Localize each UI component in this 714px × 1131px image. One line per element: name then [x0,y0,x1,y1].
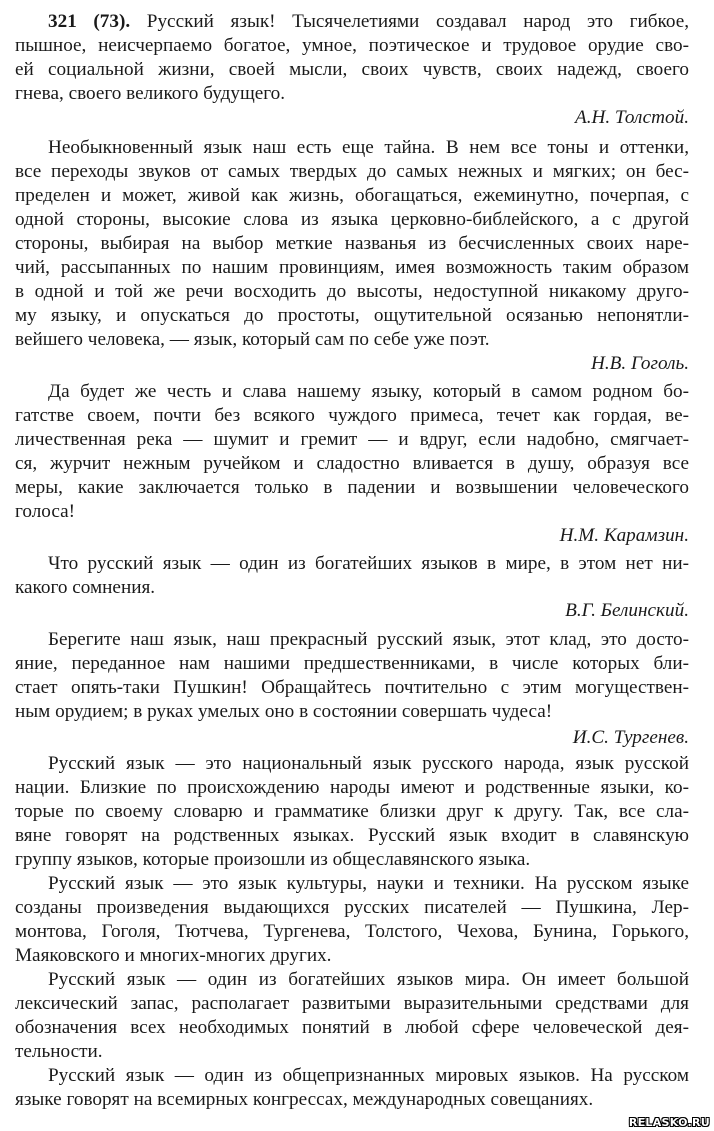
text-line: обозначения всех необходимых понятий в любой сфере человеческой дея- [15,1017,689,1038]
quote-author: Н.В. Гоголь. [591,353,689,374]
text-line: созданы произведения выдающихся русских писателей — Пушкина, Лер- [15,897,689,918]
text-line: личественная река — шумит и гремит — и вдруг, если надобно, смягчает- [15,429,689,450]
text-line: нации. Близкие по происхождению народы имеют и родственные языки, ко- [15,777,689,798]
text-line: все переходы звуков от самых твердых до самых нежных и мягких; он бес- [15,161,689,182]
site-watermark: RELASKO.RU [628,1116,710,1129]
text-line: лексический запас, располагает развитыми выразительными средствами для [15,993,689,1014]
text-line: Что русский язык — один из богатейших языков в мире, в этом нет ни- [48,553,689,574]
text-line: какого сомнения. [15,577,156,598]
text-line: группу языков, которые произошли из общеславянского языка. [15,849,531,870]
text-line: пышное, неисчерпаемо богатое, умное, поэтическое и трудовое орудие сво- [15,35,689,56]
quote-author: Н.М. Карамзин. [559,525,689,546]
text-line: Русский язык — это язык культуры, науки и техники. На русском языке [48,873,689,894]
text-line: ся, журчит нежным ручейком и сладостно вливается в душу, образуя все [15,453,689,474]
quote-author: И.С. Тургенев. [572,727,689,748]
text-line: в одной и той же речи восходить до высоты, недоступной никакому друго- [15,281,689,302]
text-line: му языку, и опускаться до простоты, ощутительной осязанью непонятли- [15,305,689,326]
quote-author: В.Г. Белинский. [565,600,689,621]
text-line: Русский язык — один из богатейших языков мира. Он имеет большой [48,969,689,990]
text-line: яние, переданное нам нашими предшественниками, в числе которых бли- [15,653,689,674]
text-line: одной стороны, высокие слова из языка церковно-библейского, а с другой [15,209,689,230]
text-line: Необыкновенный язык наш есть еще тайна. В нем все тоны и оттенки, [48,137,689,158]
text-line: вейшего человека, — язык, который сам по себе уже поэт. [15,329,490,350]
text-line: Маяковского и многих-многих других. [15,945,332,966]
text-line: ей социальной жизни, своей мысли, своих чувств, своих надежд, своего [15,59,689,80]
text-line: языке говорят на всемирных конгрессах, международных совещаниях. [15,1089,594,1110]
text-line: гнева, своего великого будущего. [15,83,286,104]
text-line: голоса! [15,501,76,522]
text-line: ным орудием; в руках умелых оно в состоянии совершать чудеса! [15,701,553,722]
text-line: 321 (73). Русский язык! Тысячелетиями создавал народ это гибкое, [48,11,689,32]
text-line: вяне говорят на родственных языках. Русский язык входит в славянскую [15,825,689,846]
text-line: стороны, выбирая на выбор меткие названья из бесчисленных своих наре- [15,233,689,254]
text-line: стает опять-таки Пушкин! Обращайтесь почтительно с этим могуществен- [15,677,689,698]
quote-author: А.Н. Толстой. [574,107,689,128]
text-line: тельности. [15,1041,103,1062]
text-line: Русский язык — один из общепризнанных мировых языков. На русском [48,1065,689,1086]
text-line: гатстве своем, почти без всякого чуждого примеса, течет как гордая, ве- [15,405,689,426]
text-line: Да будет же честь и слава нашему языку, который в самом родном бо- [48,381,689,402]
text-line: Русский язык — это национальный язык русского народа, язык русской [48,753,689,774]
text-line: монтова, Гоголя, Тютчева, Тургенева, Толстого, Чехова, Бунина, Горького, [15,921,689,942]
text-line: Берегите наш язык, наш прекрасный русский язык, этот клад, это досто- [48,629,689,650]
exercise-number: 321 (73). [48,11,131,32]
text-line: меры, какие заключается только в падении и возвышении человеческого [15,477,689,498]
text-line: чий, рассыпанных по нашим провинциям, имея возможность таким образом [15,257,689,278]
text-line: торые по своему словарю и грамматике близки друг к другу. Так, все сла- [15,801,689,822]
text-line: пределен и может, живой как жизнь, обогащаться, ежеминутно, почерпая, с [15,185,689,206]
